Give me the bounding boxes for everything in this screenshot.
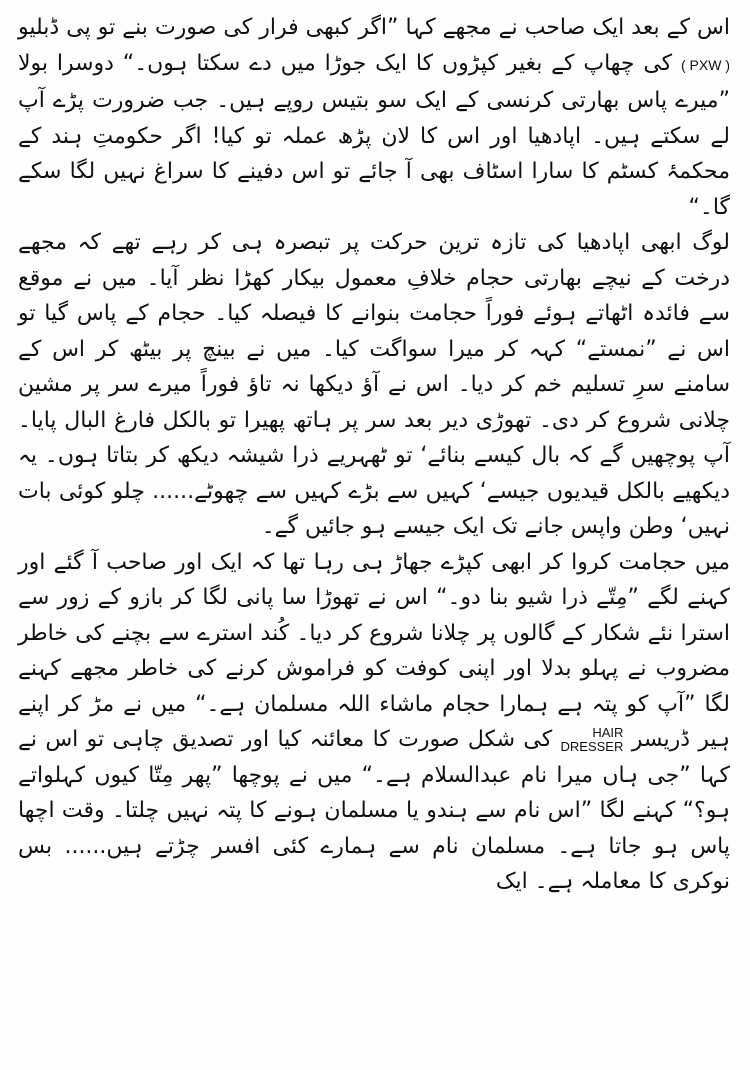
paragraph-3-part-a: میں حجامت کروا کر ابھی کپڑے جھاڑ ہی رہا تھا کہ ایک اور صاحب آ گئے اور کہنے لگے ”مِتّے ذرا شیو بنا دو۔“ اس نے تھوڑا سا پانی لگا کر بازو کے زور سے استرا نئے شکار کے گالوں پر چلانا شروع کر دیا۔ کُند استرے سے بچنے کی خاطر مضروب نے پہلو بدلا اور اپنی کوفت کو فراموش کرنے کی خاطر مجھے کہنے لگا ”آپ کو پتہ ہے ہمارا حجام ماشاء اللہ مسلمان ہے۔“ میں نے مڑ کر اپنے ہیر ڈریسر xyxy=(18,549,730,752)
paragraph-1 xyxy=(18,10,730,225)
paragraph-3 xyxy=(18,545,730,900)
paragraph-3-part-b: کی شکل صورت کا معائنہ کیا اور تصدیق چاہی تو اس نے کہا ”جی ہاں میرا نام عبدالسلام ہے۔“ میں نے پوچھا ”پھر مِتّا کیوں کہلواتے ہو؟“ کہنے لگا ”اس نام سے ہندو یا مسلمان ہونے کا پتہ نہیں چلتا۔ وقت اچھا پاس ہو جاتا ہے۔ مسلمان نام سے ہمارے کئی افسر چڑتے ہیں...... بس نوکری کا معاملہ ہے۔ ایک xyxy=(18,727,730,894)
paragraph-1-part-a: اس کے بعد ایک صاحب نے مجھے کہا ”اگر کبھی فرار کی صورت بنے تو پی ڈبلیو xyxy=(18,15,730,40)
urdu-text-block xyxy=(18,10,730,900)
hair-dresser-label xyxy=(561,726,624,754)
paragraph-1-part-b: کی چھاپ کے بغیر کپڑوں کا ایک جوڑا میں دے سکتا ہوں۔“ دوسرا بولا ”میرے پاس بھارتی کرنسی کے ایک سو بتیس روپے ہیں۔ جب ضرورت پڑے آپ لے سکتے ہیں۔ اپادھیا اور اس کا لان پڑھ عملہ تو کیا! اگر حکومتِ ہند کے محکمۂ کسٹم کا سارا اسٹاف بھی آ جائے تو اس دفینے کا سراغ نہیں لگا سکے گا۔“ xyxy=(18,50,730,220)
hair-label: HAIR xyxy=(592,725,624,740)
pxw-code: ( PXW ) xyxy=(681,56,730,73)
paragraph-2: لوگ ابھی اپادھیا کی تازہ ترین حرکت پر تبصرہ ہی کر رہے تھے کہ مجھے درخت کے نیچے بھارتی حجام خلافِ معمول بیکار کھڑا نظر آیا۔ میں نے موقع سے فائدہ اٹھاتے ہوئے فوراً حجامت بنوانے کا فیصلہ کیا۔ حجام کے پاس گیا تو اس نے ”نمستے“ کہہ کر میرا سواگت کیا۔ میں نے بینچ پر بیٹھ کر اس کے سامنے سرِ تسلیم خم کر دیا۔ اس نے آؤ دیکھا نہ تاؤ فوراً میرے سر پر مشین چلانی شروع کر دی۔ تھوڑی دیر بعد سر پر ہاتھ پھیرا تو بالکل فارغ البال پایا۔ آپ پوچھیں گے کہ بال کیسے بنائے‘ تو ٹھہریے ذرا شیشہ دیکھ کر بتاتا ہوں۔ یہ دیکھیے بالکل قیدیوں جیسے‘ کہیں سے بڑے کہیں سے چھوٹے...... چلو کوئی بات نہیں‘ وطن واپس جانے تک ایک جیسے ہو جائیں گے۔ xyxy=(18,230,730,539)
dresser-label: DRESSER xyxy=(560,739,624,754)
